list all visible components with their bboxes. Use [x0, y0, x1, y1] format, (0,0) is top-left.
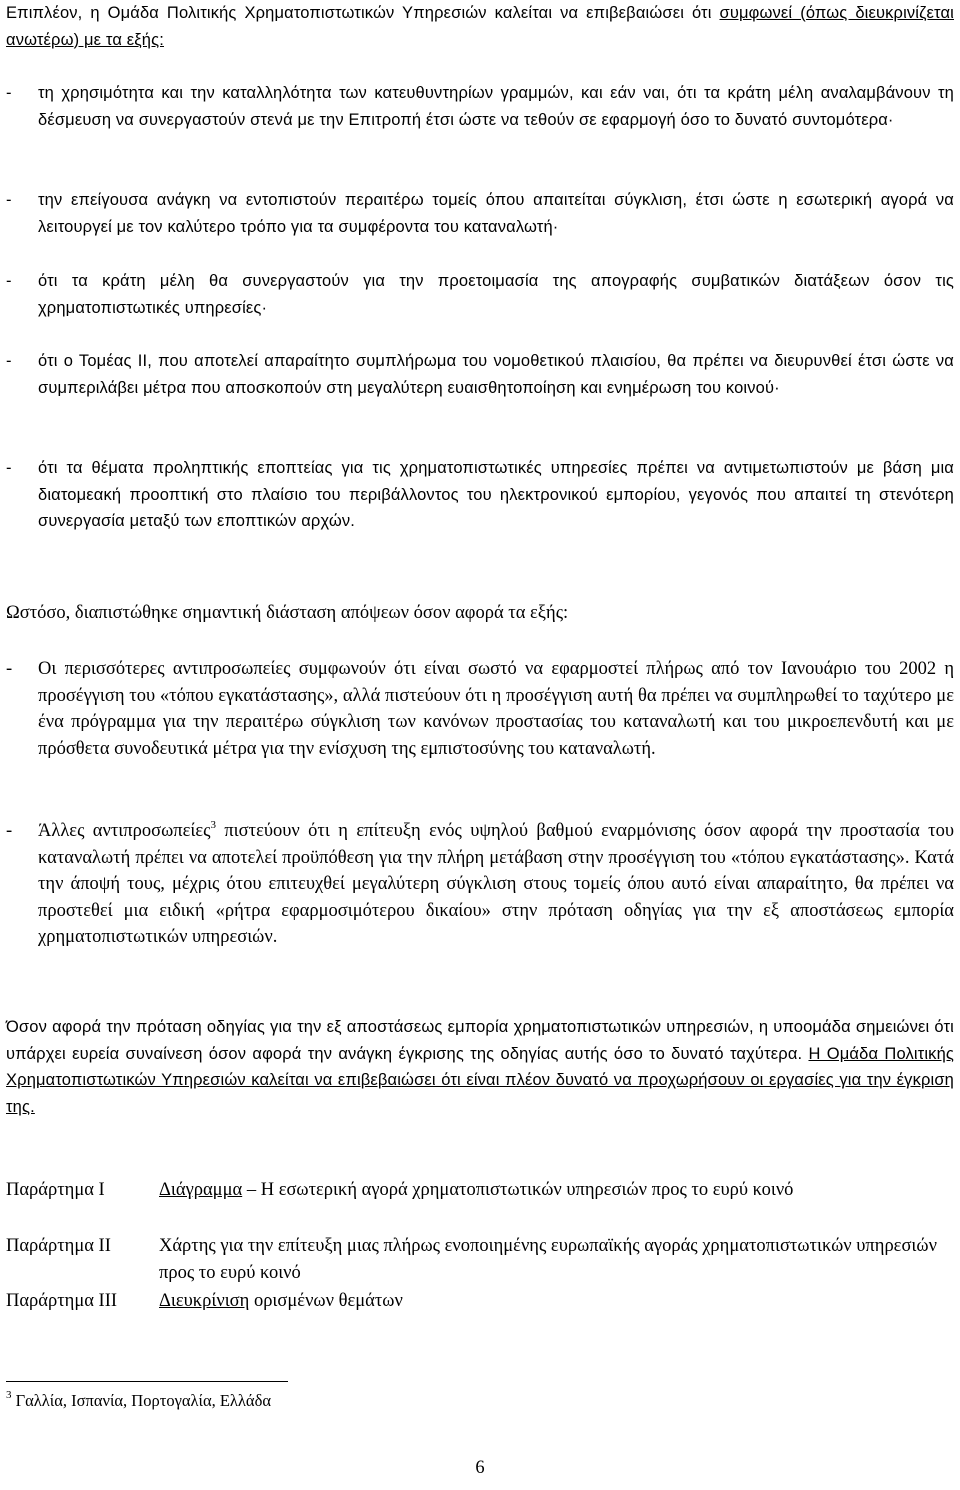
list-dash: -: [6, 191, 12, 209]
conclusion-paragraph: [6, 1014, 954, 1120]
footnote-text: Γαλλία, Ισπανία, Πορτογαλία, Ελλάδα: [11, 1391, 271, 1410]
list-dash: -: [6, 659, 13, 679]
list-item-text: [38, 818, 954, 951]
list-item: [6, 656, 954, 762]
annex-entry: [6, 1288, 946, 1315]
list-item-text: την επείγουσα ανάγκη να εντοπιστούν περαιτέρω τομείς όπου απαιτείται σύγκλιση, έτσι ώστε η εσωτερική αγορά να λειτουργεί με τον καλύτερο τρόπο για τα συμφέροντα του καταναλωτή·: [38, 191, 954, 236]
annex-title: Χάρτης για την επίτευξη μιας πλήρως ενοποιημένης ευρωπαϊκής αγοράς χρηματοπιστωτικών υπηρεσιών προς το ευρύ κοινό: [159, 1236, 937, 1283]
list-item-text: ότι τα κράτη μέλη θα συνεργαστούν για την προετοιμασία της απογραφής συμβατικών διατάξεων όσον τις χρηματοπιστωτικές υπηρεσίες·: [38, 272, 954, 317]
annex-title: [159, 1177, 946, 1204]
annex-title-rest: – Η εσωτερική αγορά χρηματοπιστωτικών υπηρεσιών προς το ευρύ κοινό: [242, 1180, 794, 1200]
list-item: [6, 348, 954, 401]
intro-paragraph: [6, 0, 954, 53]
footnote-ref: 3: [210, 819, 216, 831]
list-item: [6, 818, 954, 951]
annex-label: Παράρτημα ΙΙ: [6, 1236, 111, 1256]
annex-title-underlined: Διευκρίνιση: [159, 1291, 250, 1311]
list-dash: -: [6, 272, 12, 290]
annex-label: Παράρτημα ΙΙΙ: [6, 1291, 118, 1311]
conclusion-text: Όσον αφορά την πρόταση οδηγίας για την εξ αποστάσεως εμπορία χρηματοπιστωτικών υπηρεσιών, η υποομάδα σημειώνει ότι υπάρχει ευρεία συναίνεση όσον αφορά την ανάγκη έγκρισης της οδηγίας αυτής όσο το δυνατό ταχύτερα.: [6, 1018, 954, 1063]
annex-entry: [6, 1177, 946, 1204]
list-item: [6, 268, 954, 321]
divergence-heading: Ωστόσο, διαπιστώθηκε σημαντική διάσταση απόψεων όσον αφορά τα εξής:: [6, 603, 569, 623]
annex-title-rest: ορισμένων θεμάτων: [249, 1291, 403, 1311]
list-item: [6, 80, 954, 133]
footnote: [6, 1390, 271, 1412]
annex-entry: [6, 1233, 946, 1286]
list-item-text: ότι ο Τομέας ΙΙ, που αποτελεί απαραίτητο συμπλήρωμα του νομοθετικού πλαισίου, θα πρέπει να διευρυνθεί έτσι ώστε να συμπεριλάβει μέτρα που αποσκοπούν στη μεγαλύτερη ευαισθητοποίηση και ενημέρωση του κοινού·: [38, 352, 954, 397]
list-dash: -: [6, 459, 12, 477]
page-number: 6: [475, 1458, 485, 1478]
list-item-text-start: Άλλες αντιπροσωπείες: [38, 821, 211, 841]
intro-text: Επιπλέον, η Ομάδα Πολιτικής Χρηματοπιστωτικών Υπηρεσιών καλείται να επιβεβαιώσει ότι: [6, 4, 720, 22]
annex-title-underlined: Διάγραμμα: [159, 1180, 243, 1200]
list-item-text: ότι τα θέματα προληπτικής εποπτείας για τις χρηματοπιστωτικές υπηρεσίες πρέπει να αντιμετωπιστούν με βάση μια διατομεακή προοπτική στο πλαίσιο του περιβάλλοντος του ηλεκτρονικού εμπορίου, γεγονός που απαιτεί τη στενότερη συνεργασία μεταξύ των εποπτικών αρχών.: [38, 459, 954, 530]
list-dash: -: [6, 84, 12, 102]
footnote-number: 3: [6, 1389, 12, 1401]
annex-label: Παράρτημα Ι: [6, 1180, 105, 1200]
list-item-text: τη χρησιμότητα και την καταλληλότητα των κατευθυντηρίων γραμμών, και εάν ναι, ότι τα κράτη μέλη αναλαμβάνουν τη δέσμευση να συνεργαστούν στενά με την Επιτροπή έτσι ώστε να τεθούν σε εφαρμογή όσο το δυνατό συντομότερα·: [38, 84, 954, 129]
list-dash: -: [6, 821, 13, 841]
intro-underlined: συμφωνεί (όπως διευκρινίζεται ανωτέρω) με τα εξής:: [6, 4, 954, 49]
conclusion-underlined: Η Ομάδα Πολιτικής Χρηματοπιστωτικών Υπηρεσιών καλείται να επιβεβαιώσει ότι είναι πλέον δυνατό να προχωρήσουν οι εργασίες για την έγκριση της.: [6, 1044, 954, 1116]
list-item-text-end: πιστεύουν ότι η επίτευξη ενός υψηλού βαθμού εναρμόνισης όσον αφορά την προστασία του καταναλωτή πρέπει να αποτελεί προϋπόθεση για την πλήρη μετάβαση στην προσέγγιση του «τόπου εγκατάστασης». Κατά την άποψή τους, μέχρις ότου επιτευχθεί μεγαλύτερη σύγκλιση στους τομείς όπου αυτό είναι απαραίτητο, θα πρέπει να προστεθεί μια ειδική «ρήτρα εφαρμοσιμότερου δικαίου» στην πρόταση οδηγίας για την εξ αποστάσεως εμπορία χρηματοπιστωτικών υπηρεσιών.: [38, 821, 954, 947]
list-dash: -: [6, 352, 12, 370]
list-item: [6, 455, 954, 535]
list-item: [6, 187, 954, 240]
annex-title: [159, 1288, 946, 1315]
list-item-text: Οι περισσότερες αντιπροσωπείες συμφωνούν ότι είναι σωστό να εφαρμοστεί πλήρως από τον Ιανουάριο του 2002 η προσέγγιση του «τόπου εγκατάστασης», αλλά πιστεύουν ότι η προσέγγιση αυτή θα πρέπει να συμπληρωθεί το ταχύτερο με ένα πρόγραμμα για την περαιτέρω σύγκλιση των κανόνων προστασίας του καταναλωτή και του μικροεπενδυτή και με πρόσθετα συνοδευτικά μέτρα για την ενίσχυση της εμπιστοσύνης του καταναλωτή.: [38, 659, 954, 759]
footnote-separator: [6, 1381, 288, 1382]
